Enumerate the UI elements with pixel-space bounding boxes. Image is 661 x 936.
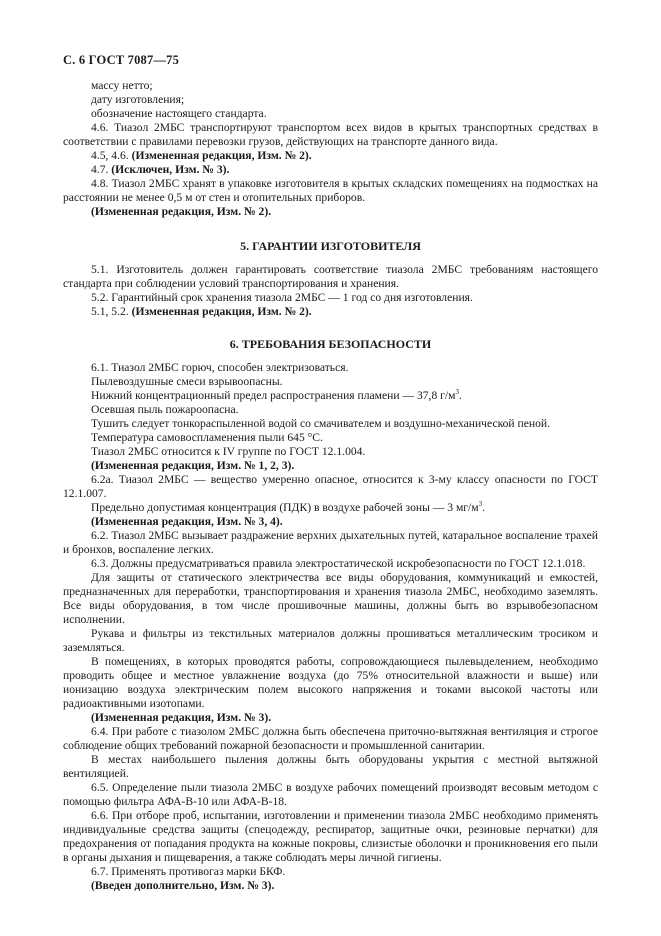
paragraph: Тушить следует тонкораспыленной водой со смачивателем и воздушно-механической пеной. bbox=[91, 417, 550, 430]
paragraph: 4.8. Тиазол 2МБС хранят в упаковке изготовителя в крытых складских помещениях на подмостках на расстоянии не менее 0,5 м от стен и отопительных приборов. bbox=[63, 177, 598, 204]
paragraph: 5.2. Гарантийный срок хранения тиазола 2МБС — 1 год со дня изготовления. bbox=[91, 291, 473, 304]
amendment-note: (Измененная редакция, Изм. № 3). bbox=[91, 711, 272, 724]
paragraph: 6.1. Тиазол 2МБС горюч, способен электризоваться. bbox=[91, 361, 349, 374]
paragraph: Рукава и фильтры из текстильных материалов должны прошиваться металлическим тросиком и заземляться. bbox=[63, 627, 598, 654]
amendment-note: (Введен дополнительно, Изм. № 3). bbox=[91, 879, 275, 892]
document-body bbox=[63, 79, 598, 893]
paragraph: Тиазол 2МБС относится к IV группе по ГОСТ 12.1.004. bbox=[91, 445, 366, 458]
paragraph: Осевшая пыль пожароопасна. bbox=[91, 403, 239, 416]
paragraph: 6.3. Должны предусматриваться правила электростатической искробезопасности по ГОСТ 12.1.018. bbox=[91, 557, 586, 570]
paragraph: Температура самовоспламенения пыли 645 °С. bbox=[91, 431, 323, 444]
paragraph: Предельно допустимая концентрация (ПДК) в воздухе рабочей зоны — 3 $мг/м^3$. bbox=[91, 500, 485, 514]
amendment-note: (Измененная редакция, Изм. № 3, 4). bbox=[91, 515, 283, 528]
paragraph: 6.7. Применять противогаз марки БКФ. bbox=[91, 865, 286, 878]
amendment-note: (Измененная редакция, Изм. № 1, 2, 3). bbox=[91, 459, 295, 472]
paragraph: В местах наибольшего пыления должны быть оборудованы укрытия с местной вытяжной вентиляцией. bbox=[63, 753, 598, 780]
amendment-note: 4.7. (Исключен, Изм. № 3). bbox=[91, 163, 230, 176]
section-heading: 6. ТРЕБОВАНИЯ БЕЗОПАСНОСТИ bbox=[229, 337, 432, 351]
paragraph: 6.2. Тиазол 2МБС вызывает раздражение верхних дыхательных путей, катаральное воспаление трахей и бронхов, воспаление легких. bbox=[63, 529, 598, 556]
paragraph: массу нетто; bbox=[91, 79, 153, 92]
paragraph: 6.4. При работе с тиазолом 2МБС должна быть обеспечена приточно-вытяжная вентиляция и строгое соблюдение общих требований пожарной безопасности и промышленной санитарии. bbox=[63, 725, 598, 752]
paragraph: Нижний концентрационный предел распространения пламени — 37,8 $г/м^3$. bbox=[91, 388, 462, 402]
amendment-note: 5.1, 5.2. (Измененная редакция, Изм. № 2). bbox=[91, 305, 312, 318]
paragraph: 6.5. Определение пыли тиазола 2МБС в воздухе рабочих помещений производят весовым методом с помощью фильтра АФА-В-10 или АФА-В-18. bbox=[63, 781, 598, 808]
amendment-note: 4.5, 4.6. (Измененная редакция, Изм. № 2). bbox=[91, 149, 312, 162]
paragraph: 6.6. При отборе проб, испытании, изготовлении и применении тиазола 2МБС необходимо применять индивидуальные средства защиты (спецодежду, респиратор, защитные очки, резиновые перчатки) для предохранения от попадания продукта на кожные покровы, слизистые оболочки и проникновения его пыли в органы дыхания и пищеварения, а также соблюдать меры личной гигиены. bbox=[63, 809, 598, 864]
paragraph: дату изготовления; bbox=[91, 93, 185, 106]
section-heading: 5. ГАРАНТИИ ИЗГОТОВИТЕЛЯ bbox=[240, 239, 421, 253]
paragraph: Пылевоздушные смеси взрывоопасны. bbox=[91, 375, 283, 388]
paragraph: 6.2а. Тиазол 2МБС — вещество умеренно опасное, относится к 3-му классу опасности по ГОСТ 12.1.007. bbox=[63, 473, 598, 500]
page-header: С. 6 ГОСТ 7087—75 bbox=[63, 53, 180, 67]
paragraph: обозначение настоящего стандарта. bbox=[91, 107, 267, 120]
paragraph: 5.1. Изготовитель должен гарантировать соответствие тиазола 2МБС требованиям настоящего стандарта при соблюдении условий транспортирования и хранения. bbox=[63, 263, 598, 290]
paragraph: 4.6. Тиазол 2МБС транспортируют транспортом всех видов в крытых транспортных средствах в соответствии с правилами перевозки грузов, действующих на транспорте данного вида. bbox=[63, 121, 598, 148]
amendment-note: (Измененная редакция, Изм. № 2). bbox=[91, 205, 272, 218]
paragraph: Для защиты от статического электричества все виды оборудования, коммуникаций и емкостей, предназначенных для переработки, транспортирования и хранения тиазола 2МБС, необходимо заземлять. Все виды оборудования, в том числе прошивочные машины, должны быть во взрывобезопасном исполнении. bbox=[63, 571, 598, 626]
paragraph: В помещениях, в которых проводятся работы, сопровождающиеся пылевыделением, необходимо проводить общее и местное увлажнение воздуха (до 75% относительной влажности и выше) или ионизацию воздуха электрическим полем высокого напряжения и токами высокой частоты или радиоактивными изотопами. bbox=[63, 655, 598, 710]
